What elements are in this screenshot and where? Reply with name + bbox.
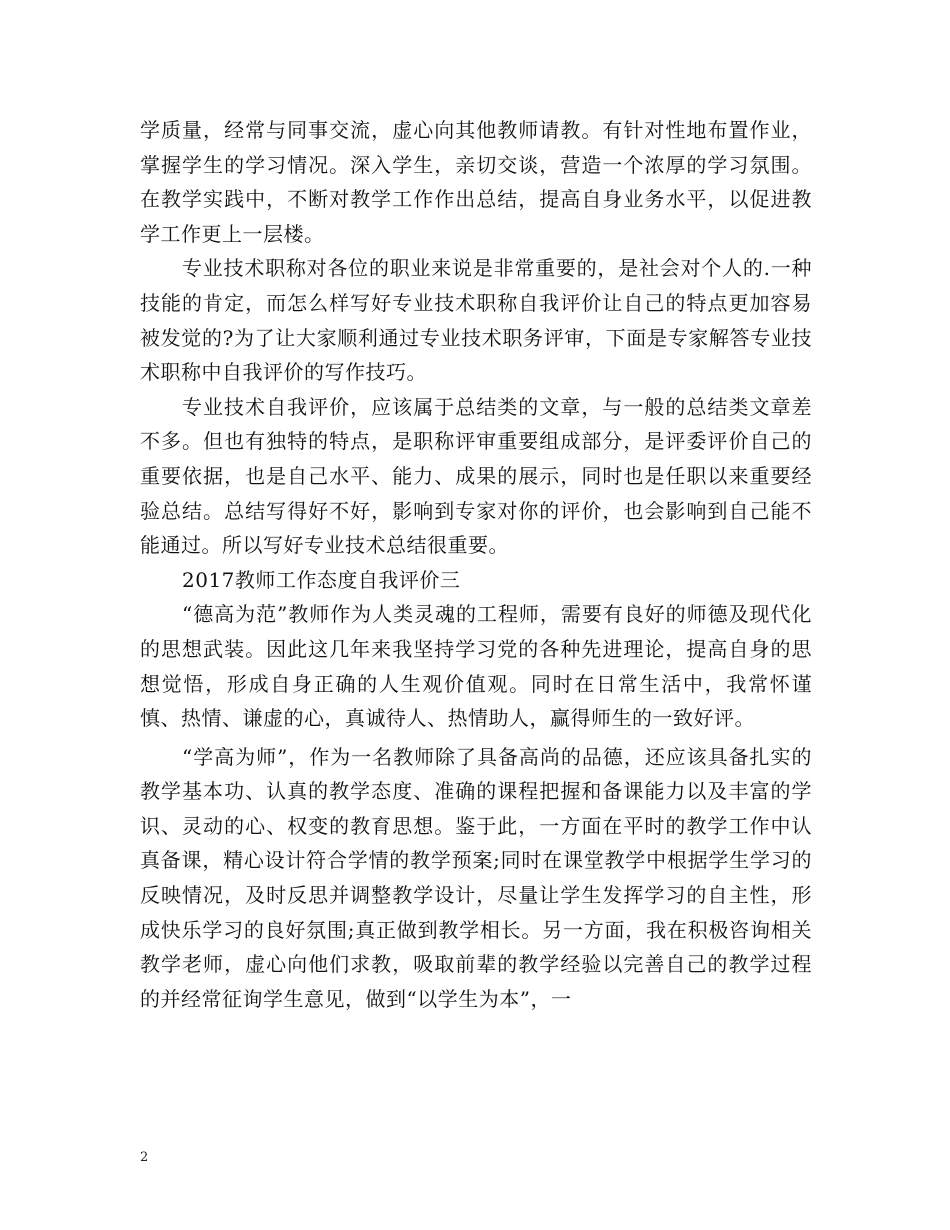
paragraph-learning: “学高为师”，作为一名教师除了具备高尚的品德，还应该具备扎实的教学基本功、认真的教学态度、准确的课程把握和备课能力以及丰富的学识、灵动的心、权变的教育思想。鉴于此，一方面在平时的教学工作中认真备课，精心设计符合学情的教学预案;同时在课堂教学中根据学生学习的反映情况，及时反思并调整教学设计，尽量让学生发挥学习的自主性，形成快乐学习的良好氛围;真正做到教学相长。另一方面，我在积极咨询相关教学老师，虚心向他们求教，吸取前辈的教学经验以完善自己的教学过程的并经常征询学生意见，做到“以学生为本”，一 <box>140 744 812 1011</box>
section-heading: 2017教师工作态度自我评价三 <box>182 567 461 592</box>
document-body <box>140 113 812 1016</box>
paragraph-continuation: 学质量，经常与同事交流，虚心向其他教师请教。有针对性地布置作业，掌握学生的学习情况。深入学生，亲切交谈，营造一个浓厚的学习氛围。在教学实践中，不断对教学工作作出总结，提高自身业务水平，以促进教学工作更上一层楼。 <box>140 118 812 246</box>
page-number: 2 <box>140 1150 149 1165</box>
paragraph-professional-title: 专业技术职称对各位的职业来说是非常重要的，是社会对个人的.一种技能的肯定，而怎么样写好专业技术职称自我评价让自己的特点更加容易被发觉的?为了让大家顺利通过专业技术职务评审，下面是专家解答专业技术职称中自我评价的写作技巧。 <box>140 256 812 385</box>
paragraph-self-evaluation: 专业技术自我评价，应该属于总结类的文章，与一般的总结类文章差不多。但也有独特的特点，是职称评审重要组成部分，是评委评价自己的重要依据，也是自己水平、能力、成果的展示，同时也是任职以来重要经验总结。总结写得好不好，影响到专家对你的评价，也会影响到自己能不能通过。所以写好专业技术总结很重要。 <box>140 394 812 558</box>
paragraph-virtue: “德高为范”教师作为人类灵魂的工程师，需要有良好的师德及现代化的思想武装。因此这几年来我坚持学习党的各种先进理论，提高自身的思想觉悟，形成自身正确的人生观价值观。同时在日常生活中，我常怀谨慎、热情、谦虚的心，真诚待人、热情助人，赢得师生的一致好评。 <box>140 602 812 731</box>
